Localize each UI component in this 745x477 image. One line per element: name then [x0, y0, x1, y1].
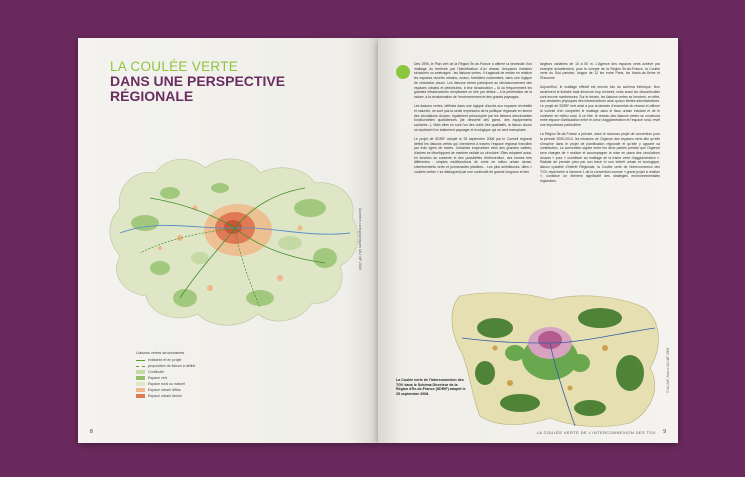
- legend-swatch: [136, 370, 145, 374]
- map-credit: © IAU îdF, Source IAU îdF 2008: [666, 347, 670, 393]
- paragraph: Aujourd'hui, le maillage effectif est encore loin du schéma théorique. Non seulement le linéaire total demeure trop restreint, mais aussi les discontinuités sont encore nombreuses. Sur le terrain, les liaisons vertes se heurtent, en effet, aux obstacles physiques des infrastructures ainsi qu'aux limites administratives. Le projet de SDRIF met ainsi à jour la dessein d'ensemble du réseau et affirme la volonté d'en compléter le maillage dans le tissu urbain existant et de le conforter en milieu rural. À ce titre, le réseau des liaisons vertes se construira entre espace d'articulation entre le cœur d'agglomération et l'espace rural, revêt une importance particulière.: [540, 85, 660, 127]
- text-column-2: [540, 62, 660, 188]
- magazine-spread: [78, 38, 678, 443]
- title-line-1: DANS UNE PERSPECTIVE: [110, 73, 286, 90]
- legend-label: existante et en projet: [148, 358, 182, 362]
- map-legend: [136, 351, 196, 399]
- legend-item: [136, 393, 196, 399]
- text-column-1: [414, 62, 532, 179]
- legend-label: Espace urbain dense: [148, 394, 182, 398]
- ile-de-france-map: [100, 138, 370, 338]
- article-title: [110, 60, 285, 104]
- legend-label: Espace vert: [148, 376, 167, 380]
- page-number-right: 9: [663, 429, 666, 435]
- sdrif-map: [400, 288, 670, 433]
- legend-line-symbol: [136, 360, 145, 361]
- paragraph: largeurs variables de 10 à 50 m. L'Agence des espaces verts achève par exemple actuellement, pour le compte de la Région Île-de-France, la Coulée verte du Sud parisien, longue de 12 km entre Paris, les Hauts-de-Seine et l'Essonne.: [540, 62, 660, 81]
- paragraph: Les liaisons vertes, définies dans une logique d'accès aux espaces récréatifs et naturels, ne sont pas la seule expression de la politique régionale en faveur des circulations douces, également préoccupée par les liaisons structurantes fonctionnelles quotidiennes (de desserte des gares, des équipements scolaires...). Mais elles en sont l'un des outils très qualitatifs, la liaison douce se doublant d'un traitement paysager et écologique qui se veut exemplaire.: [414, 104, 532, 132]
- page-number-left: 8: [90, 429, 93, 435]
- right-page: [378, 38, 678, 443]
- left-page: [78, 38, 378, 443]
- legend-label: Continuité: [148, 370, 165, 374]
- map-credit: Données cartographiques IAU îdF 2008: [358, 208, 362, 270]
- legend-label: proposition de liaison à définir: [148, 364, 196, 368]
- paragraph: La Région Île-de-France a précisé, dans le nouveau projet de convention pour la période 2009-2013, les missions de l'Agence des espaces verts afin qu'elle s'inscrive dans le projet de planification régionale et qu'elle y apporte sa contribution. La convention signée entre les deux parties précise que l'Agence sera chargée de « réaliser et accompagner la mise en place des circulations douces » pour « contribuer au maillage de la trame verte d'agglomération ». Radiale de premier plan par son tracé et son intérêt urbain et écologique, liaison cyclable d'intérêt Régionale, la Coulée verte de l'interconnexion des TGV, répertoriée à l'annexe 1 de la convention comme « grand projet à réaliser », constitue un élément significatif des stratégies environnementales régionales.: [540, 132, 660, 184]
- paragraph: Le projet de SDRIF adopté le 25 septembre 2008 par le Conseil régional définit les liaisons vertes qui cheminent à travers l'espace régional francilien par trois types de tracés. Certaines empruntent celui des grandes vallées, d'autres se développent de manière radiale ou circulaire. Elles adoptent aussi, en fonction du contexte et des possibilités d'intervention, des formes très différentes : simples multifonctions de voirie en milieu urbain dense, cheminements verts et promenades plantées... Les plus ambitieuses, dites « coulées vertes » se distinguent par une continuité de grande longueur et des: [414, 136, 532, 174]
- title-kicker: LA COULÉE VERTE: [110, 59, 239, 74]
- paragraph: Dès 1995, le Plan vert de la Région Île-de-France a affirmé la nécessité d'un maillage du territoire par l'identification d'un réseau d'espaces linéaires structurés ou aménagés : les liaisons vertes. Il s'agissait de mettre en relation les espaces ouverts urbains, ruraux, forestiers notamment, dans une logique de circulation douce. Les liaisons vertes participent au décloisonnement des espaces urbains et périurbains, à leur structuration – là où fréquemment les grandes infrastructures remplissent ce rôle par défaut – à la pénétration de la nature, à la revalorisation de l'environnement et des grands paysages.: [414, 62, 532, 99]
- legend-swatch: [136, 376, 145, 380]
- map-caption: La Coulée verte de l'interconnexion des TGV dans le Schéma Directeur de la Région d'Île-de-France (SDRIF) adopté le 25 septembre 2008.: [396, 378, 466, 396]
- title-line-2: RÉGIONALE: [110, 87, 194, 104]
- legend-dashed-symbol: [136, 366, 145, 367]
- legend-swatch: [136, 388, 145, 392]
- legend-heading: Liaisons vertes structurantes: [136, 351, 185, 355]
- legend-swatch: [136, 394, 145, 398]
- green-dropcap-circle: [396, 65, 410, 79]
- legend-swatch: [136, 382, 145, 386]
- legend-label: Espace urbain diffus: [148, 388, 181, 392]
- running-footer: LA COULÉE VERTE DE L'INTERCONNEXION DES TGV: [536, 430, 656, 435]
- legend-label: Espace rural ou naturel: [148, 382, 186, 386]
